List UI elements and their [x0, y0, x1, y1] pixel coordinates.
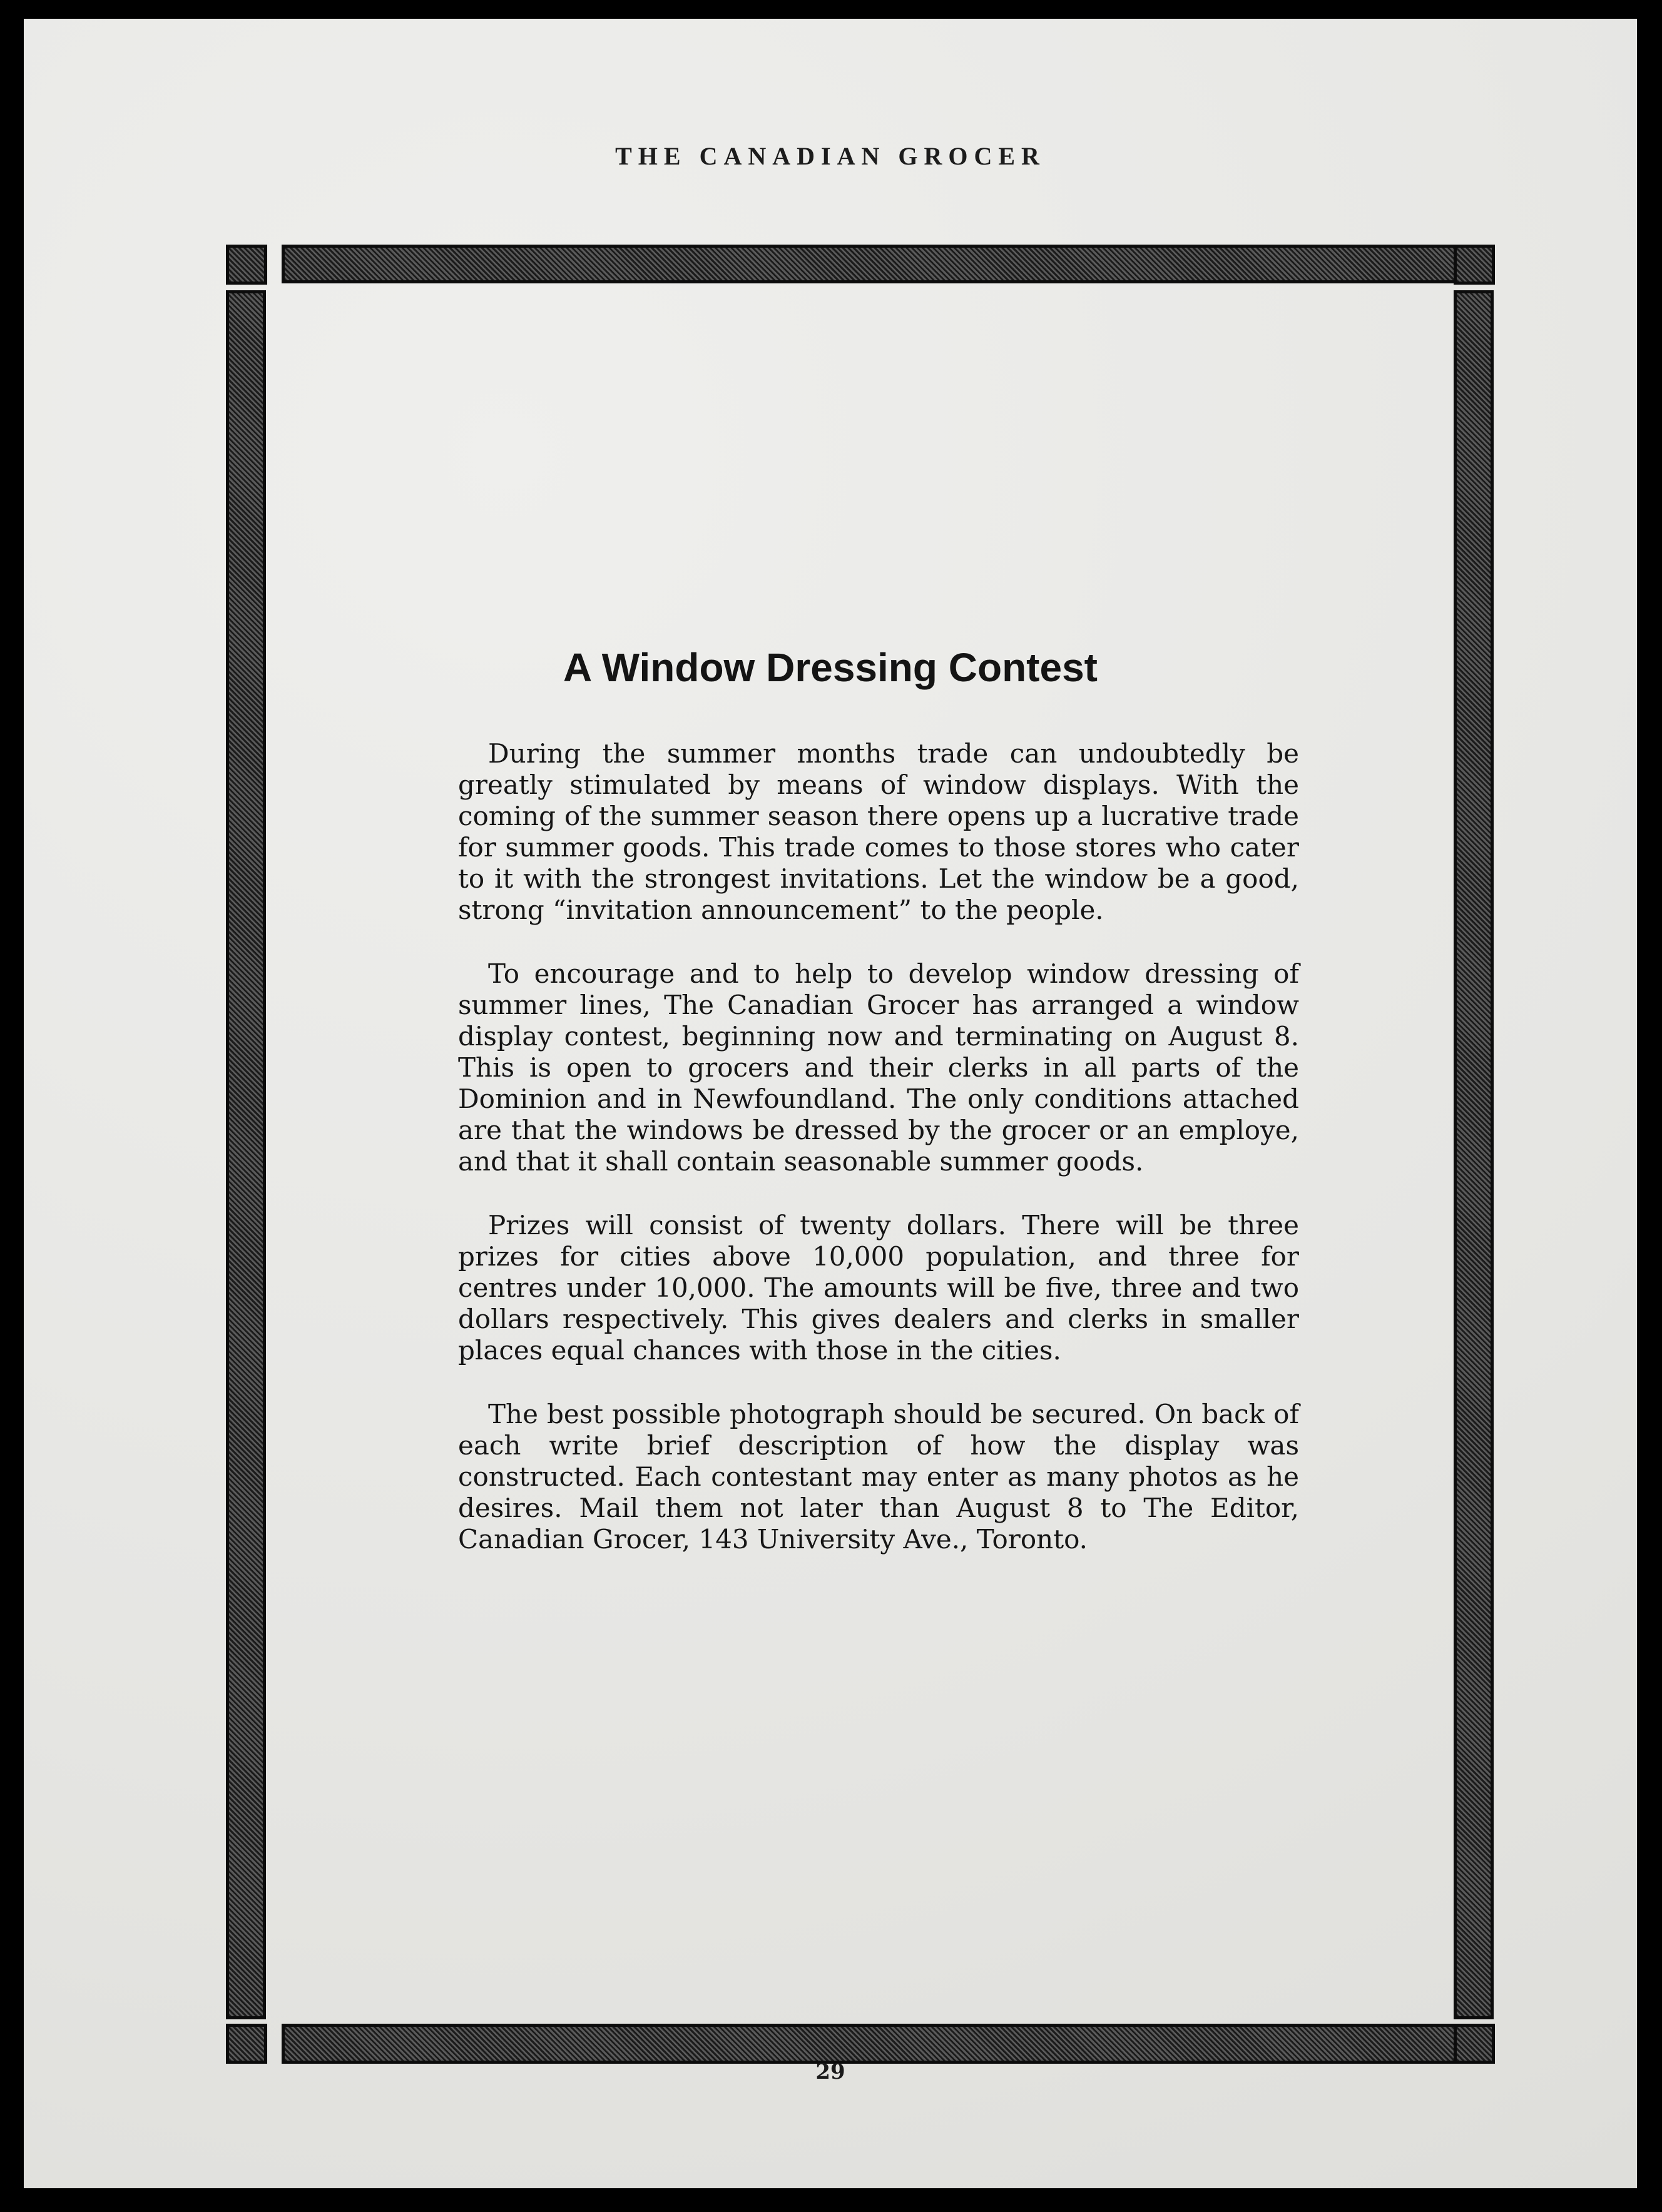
border-bar-bottom	[282, 2024, 1478, 2064]
border-bar-left	[226, 290, 266, 2019]
border-corner-bottom-left	[226, 2024, 267, 2064]
article-paragraph: To encourage and to help to develop window dressing of summer lines, The Canadian Grocer has arranged a window display contest, beginning now and terminating on August 8. This is open to grocers and their clerks in all parts of the Dominion and in Newfoundland. The only conditions attached are that the windows be dressed by the grocer or an employe, and that it shall contain seasonable summer goods.	[458, 958, 1299, 1177]
article-paragraph: The best possible photograph should be secured. On back of each write brief description of how the display was constructed. Each contestant may enter as many photos as he desires. Mail them not later than August 8 to The Editor, Canadian Grocer, 143 University Ave., Toronto.	[458, 1399, 1299, 1555]
article-title: A Window Dressing Contest	[563, 645, 1098, 690]
article-paragraph: Prizes will consist of twenty dollars. There will be three prizes for cities above 10,000 population, and three for centres under 10,000. The amounts will be five, three and two dollars respectively. This gives dealers and clerks in smaller places equal chances with those in the cities.	[458, 1210, 1299, 1366]
article-body	[458, 738, 1299, 1588]
page-number: 29	[815, 2059, 845, 2084]
running-header: THE CANADIAN GROCER	[615, 142, 1046, 170]
article-paragraph: During the summer months trade can undoubtedly be greatly stimulated by means of window displays. With the coming of the summer season there opens up a lucrative trade for summer goods. This trade comes to those stores who cater to it with the strongest invitations. Let the window be a good, strong “invitation announcement” to the people.	[458, 738, 1299, 925]
border-bar-right	[1454, 290, 1494, 2019]
border-corner-top-right	[1454, 245, 1495, 285]
magazine-page	[24, 19, 1637, 2188]
border-corner-bottom-right	[1454, 2024, 1495, 2064]
border-corner-top-left	[226, 245, 267, 285]
border-bar-top	[282, 245, 1478, 283]
